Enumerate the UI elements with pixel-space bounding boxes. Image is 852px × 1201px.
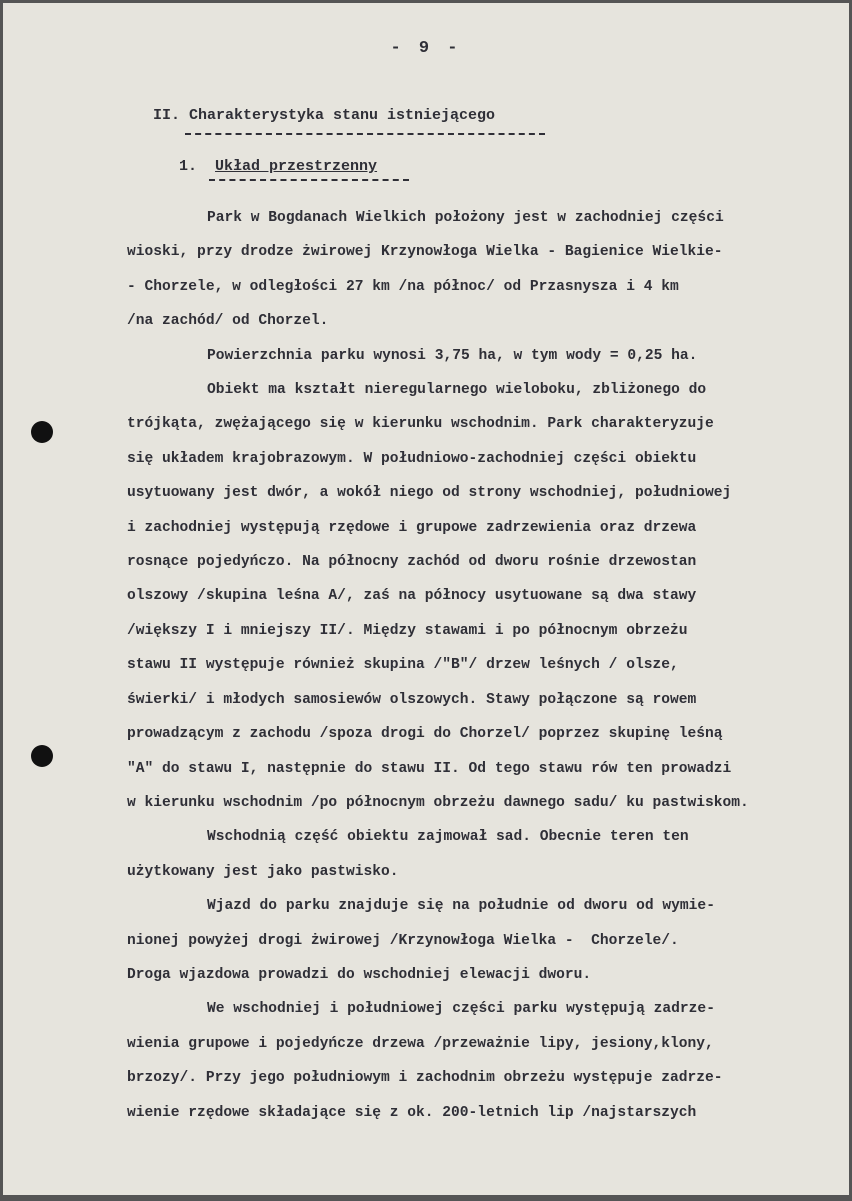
text-line: - Chorzele, w odległości 27 km /na północ/ od Przasnysza i 4 km: [127, 278, 679, 295]
text-line: prowadzącym z zachodu /spoza drogi do Chorzel/ poprzez skupinę leśną: [127, 726, 723, 743]
text-line: "A" do stawu I, następnie do stawu II. Od tego stawu rów ten prowadzi: [127, 760, 732, 777]
text-line: Powierzchnia parku wynosi 3,75 ha, w tym wody = 0,25 ha.: [207, 347, 698, 364]
text-line: świerki/ i młodych samosiewów olszowych. Stawy połączone są rowem: [127, 691, 697, 708]
text-line: brzozy/. Przy jego południowym i zachodnim obrzeżu występuje zadrze-: [127, 1070, 723, 1087]
body-text: [127, 201, 849, 1130]
page-number: - 9 -: [390, 39, 462, 58]
subsection-number: 1.: [179, 158, 198, 175]
text-line: Wjazd do parku znajduje się na południe od dworu od wymie-: [207, 898, 715, 915]
punch-hole-top: [31, 421, 53, 443]
text-line: się układem krajobrazowym. W południowo-zachodniej części obiektu: [127, 450, 697, 467]
text-line: Wschodnią część obiektu zajmował sad. Obecnie teren ten: [207, 829, 689, 846]
text-line: usytuowany jest dwór, a wokół niego od strony wschodniej, południowej: [127, 485, 732, 502]
text-line: Droga wjazdowa prowadzi do wschodniej elewacji dworu.: [127, 966, 592, 983]
heading-underline: [185, 133, 545, 135]
subsection-heading: [179, 158, 377, 175]
text-line: wienie rzędowe składające się z ok. 200-letnich lip /najstarszych: [127, 1104, 697, 1121]
document-page: [3, 3, 849, 1195]
punch-hole-bottom: [31, 745, 53, 767]
text-line: użytkowany jest jako pastwisko.: [127, 863, 399, 880]
subsection-title: Układ przestrzenny: [215, 158, 378, 175]
section-heading: II. Charakterystyka stanu istniejącego: [153, 107, 496, 124]
text-line: i zachodniej występują rzędowe i grupowe zadrzewienia oraz drzewa: [127, 519, 697, 536]
text-line: /na zachód/ od Chorzel.: [127, 313, 329, 330]
text-line: Park w Bogdanach Wielkich położony jest w zachodniej części: [207, 210, 724, 226]
text-line: w kierunku wschodnim /po północnym obrzeżu dawnego sadu/ ku pastwiskom.: [127, 794, 749, 811]
text-line: /większy I i mniejszy II/. Między stawami i po północnym obrzeżu: [127, 622, 688, 639]
text-line: wioski, przy drodze żwirowej Krzynowłoga Wielka - Bagienice Wielkie-: [127, 244, 723, 261]
text-line: We wschodniej i południowej części parku występują zadrze-: [207, 1001, 715, 1018]
text-line: wienia grupowe i pojedyńcze drzewa /przeważnie lipy, jesiony,klony,: [127, 1035, 714, 1052]
subsection-underline: [209, 179, 409, 181]
text-line: rosnące pojedyńczo. Na północny zachód od dworu rośnie drzewostan: [127, 554, 697, 571]
text-line: stawu II występuje również skupina /"B"/ drzew leśnych / olsze,: [127, 657, 679, 674]
text-line: nionej powyżej drogi żwirowej /Krzynowłoga Wielka - Chorzele/.: [127, 932, 679, 949]
text-line: Obiekt ma kształt nieregularnego wieloboku, zbliżonego do: [207, 382, 707, 399]
text-line: olszowy /skupina leśna A/, zaś na północy usytuowane są dwa stawy: [127, 588, 697, 605]
text-line: trójkąta, zwężającego się w kierunku wschodnim. Park charakteryzuje: [127, 416, 714, 433]
